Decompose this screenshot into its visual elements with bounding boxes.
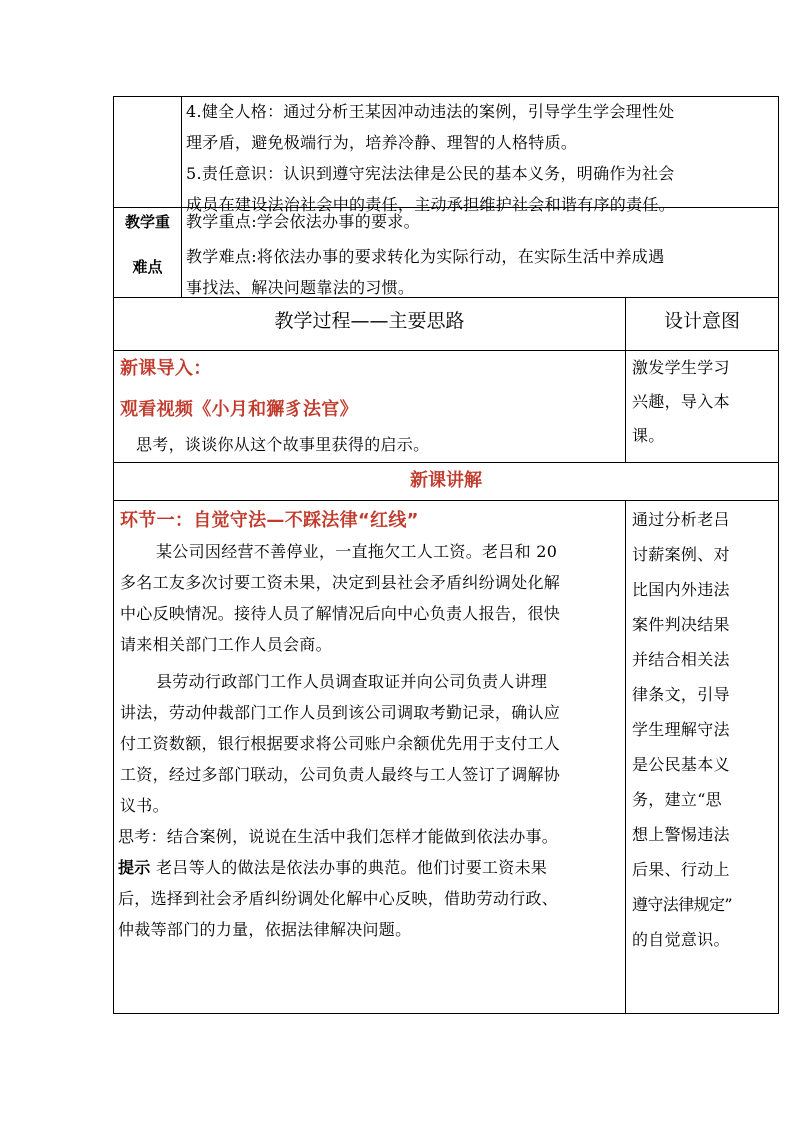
intent-line: 的自觉意识。 [632,930,730,949]
intent-line: 后果、行动上 [632,860,730,879]
table-border-right [778,96,779,1014]
column-divider-intent [625,500,626,1013]
intent-line: 学生理解守法 [632,720,730,739]
case-paragraph-2-line: 付工资数额，银行根据要求将公司账户余额优先用于支付工人 [120,734,561,753]
hint-text: 老吕等人的做法是依法办事的典范。他们讨要工资未果 [150,858,548,877]
key-points-label-line1: 教学重 [124,213,170,231]
intro-intent-line: 激发学生学习 [632,358,730,377]
process-header-right: 设计意图 [663,310,740,332]
section-one-title: 环节一：自觉守法—不踩法律“红线” [120,510,419,531]
hint-label: 提示 [118,858,151,877]
intent-line: 务，建立“思 [632,790,722,809]
intro-video: 观看视频《小月和獬豸法官》 [120,399,358,420]
table-border-bottom [113,1013,779,1014]
think-question: 思考：结合案例，说说在生活中我们怎样才能做到依法办事。 [118,827,559,846]
intent-line: 并结合相关法 [632,650,730,669]
case-paragraph-1-line: 中心反映情况。接待人员了解情况后向中心负责人报告，很快 [120,604,561,623]
objective-5-line2: 成员在建设法治社会中的责任，主动承担维护社会和谐有序的责任。 [186,195,676,214]
teaching-focus: 教学重点:学会依法办事的要求。 [186,212,420,231]
case-paragraph-1-line: 多名工友多次讨要工资未果，决定到县社会矛盾纠纷调处化解 [120,573,561,592]
case-paragraph-2-line: 工资，经过多部门联动，公司负责人最终与工人签订了调解协 [120,765,561,784]
case-paragraph-2-line: 县劳动行政部门工作人员调查取证并向公司负责人讲理 [156,672,548,691]
intent-line: 比国内外违法 [632,580,730,599]
intro-title: 新课导入： [120,358,212,379]
intro-intent [632,351,772,453]
intent-line: 案件判决结果 [632,615,730,634]
section-one-intent [632,502,776,957]
table-rule [113,462,779,463]
case-paragraph-1-line: 某公司因经营不善停业，一直拖欠工人工资。老吕和 20 [156,542,558,561]
objective-5-line1: 5.责任意识：认识到遵守宪法法律是公民的基本义务，明确作为社会 [186,164,675,183]
intent-line: 通过分析老吕 [632,510,730,529]
intro-question: 思考，谈谈你从这个故事里获得的启示。 [136,435,430,454]
key-points-content [186,206,776,303]
intent-line: 讨薪案例、对 [632,545,730,564]
objective-4-line1: 4.健全人格：通过分析王某因冲动违法的案例，引导学生学会理性处 [186,102,675,121]
intent-line: 遵守法律规定” [632,895,732,914]
key-points-label-line2: 难点 [132,258,163,276]
objective-4-line2: 理矛盾，避免极端行为，培养冷静、理智的人格特质。 [186,133,578,152]
intent-line: 想上警惕违法 [632,825,730,844]
intro-intent-line: 课。 [632,426,665,445]
hint-line [118,852,623,883]
section-one-cell [120,506,623,945]
hint-text-line: 后，选择到社会矛盾纠纷调处化解中心反映，借助劳动行政、 [118,889,559,908]
lecture-header: 新课讲解 [410,470,482,491]
intent-line: 是公民基本义 [632,755,730,774]
case-paragraph-2-line: 议书。 [120,796,169,815]
teaching-difficulty-line2: 事找法、解决问题靠法的习惯。 [186,278,415,297]
case-paragraph-2-line: 讲法，劳动仲裁部门工作人员到该公司调取考勤记录，确认应 [120,703,561,722]
case-paragraph-1-line: 请来相关部门工作人员会商。 [120,635,332,654]
table-rule [113,500,779,501]
teaching-difficulty-line1: 教学难点:将依法办事的要求转化为实际行动，在实际生活中养成遇 [186,247,665,266]
objectives-cell [186,96,776,220]
process-header-left: 教学过程——主要思路 [274,310,465,332]
hint-text-line: 仲裁等部门的力量，依据法律解决问题。 [118,920,412,939]
intent-line: 律条文，引导 [632,685,730,704]
column-divider-label [181,96,182,297]
intro-cell [120,352,622,460]
intro-intent-line: 兴趣，导入本 [632,392,730,411]
key-points-label [114,208,181,281]
